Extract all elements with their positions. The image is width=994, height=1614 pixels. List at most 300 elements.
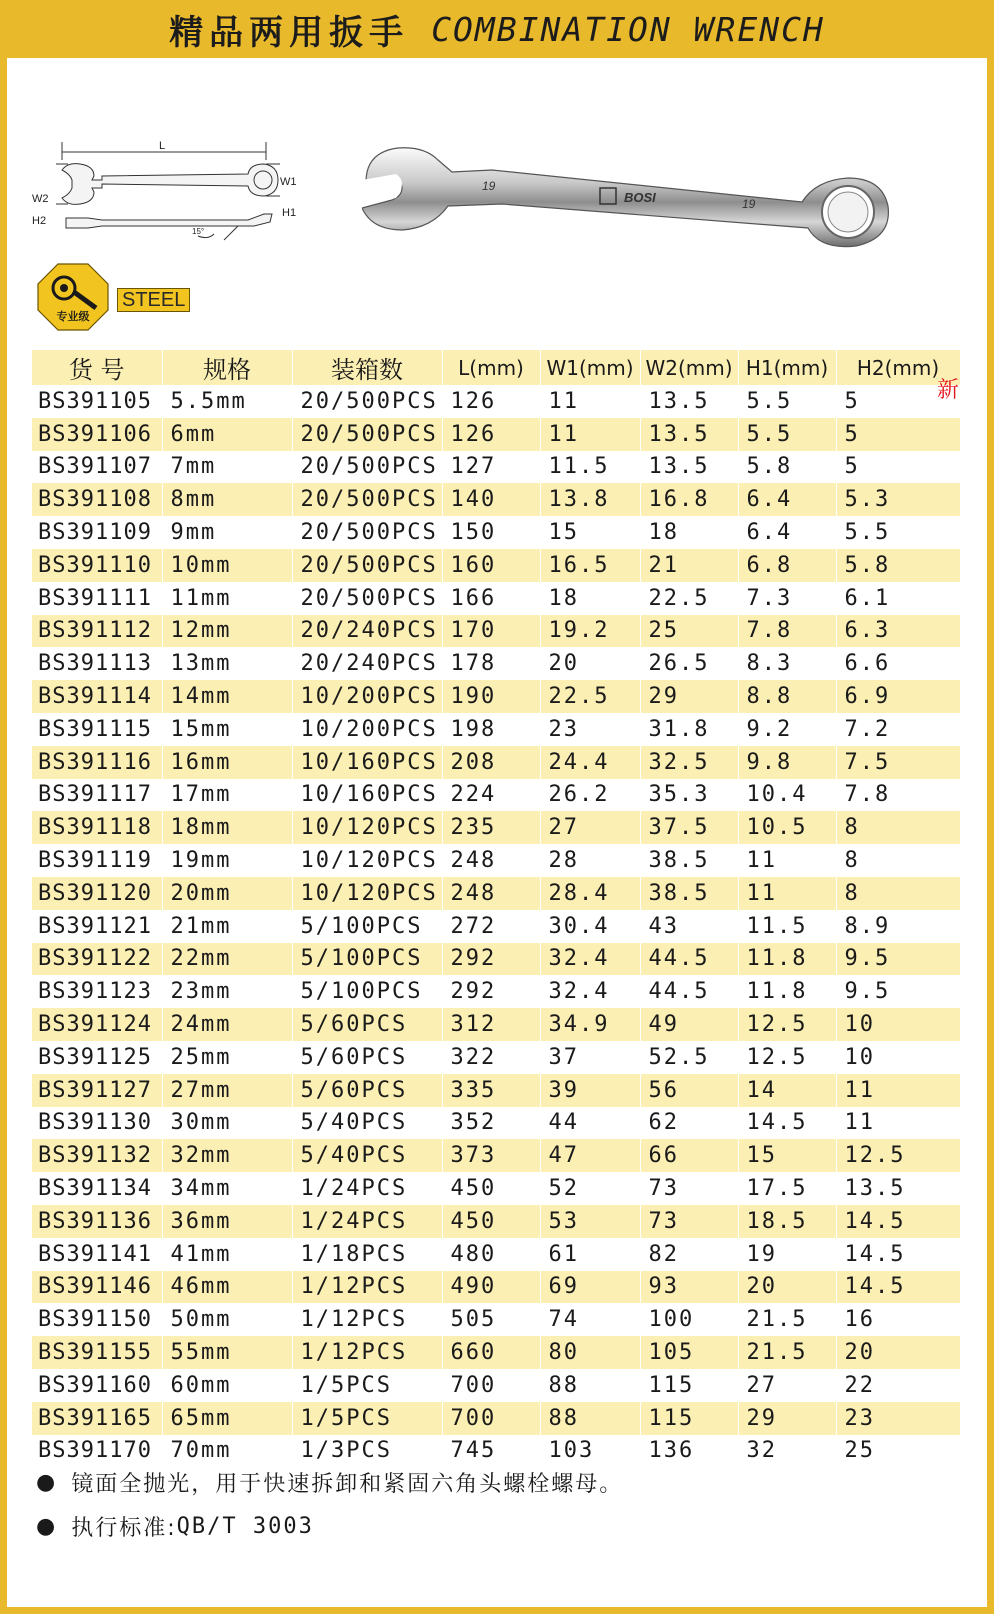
cell-part-no: BS391141 bbox=[32, 1238, 162, 1271]
cell-packing: 20/240PCS bbox=[292, 615, 442, 648]
cell-length: 127 bbox=[442, 451, 540, 484]
table-row bbox=[32, 549, 960, 582]
cell-packing: 20/500PCS bbox=[292, 418, 442, 451]
table-row bbox=[32, 385, 960, 418]
cell-size: 14mm bbox=[162, 680, 292, 713]
table-row bbox=[32, 1139, 960, 1172]
cell-w2: 49 bbox=[640, 1008, 738, 1041]
col-header-size: 规格 bbox=[162, 350, 292, 385]
cell-h1: 7.3 bbox=[738, 582, 836, 615]
bullet-icon: ● bbox=[36, 1469, 58, 1495]
cell-h1: 5.5 bbox=[738, 418, 836, 451]
cell-part-no: BS391155 bbox=[32, 1336, 162, 1369]
cell-length: 166 bbox=[442, 582, 540, 615]
cell-w1: 52 bbox=[540, 1172, 640, 1205]
cell-h1: 17.5 bbox=[738, 1172, 836, 1205]
cell-part-no: BS391170 bbox=[32, 1435, 162, 1468]
cell-h1: 15 bbox=[738, 1139, 836, 1172]
cell-w2: 100 bbox=[640, 1303, 738, 1336]
cell-size: 36mm bbox=[162, 1205, 292, 1238]
cell-h1: 6.4 bbox=[738, 516, 836, 549]
cell-length: 272 bbox=[442, 910, 540, 943]
cell-w1: 22.5 bbox=[540, 680, 640, 713]
cell-size: 17mm bbox=[162, 779, 292, 812]
cell-w1: 53 bbox=[540, 1205, 640, 1238]
cell-h2: 5 bbox=[836, 418, 960, 451]
table-row bbox=[32, 1271, 960, 1304]
cell-packing: 5/40PCS bbox=[292, 1107, 442, 1140]
cell-length: 312 bbox=[442, 1008, 540, 1041]
cell-w1: 103 bbox=[540, 1435, 640, 1468]
cell-w1: 26.2 bbox=[540, 779, 640, 812]
cell-h2: 11 bbox=[836, 1107, 960, 1140]
cell-w2: 115 bbox=[640, 1369, 738, 1402]
cell-w1: 23 bbox=[540, 713, 640, 746]
cell-length: 335 bbox=[442, 1074, 540, 1107]
wrench-image bbox=[362, 142, 922, 254]
table-row bbox=[32, 516, 960, 549]
cell-packing: 10/120PCS bbox=[292, 811, 442, 844]
cell-part-no: BS391134 bbox=[32, 1172, 162, 1205]
cell-h1: 9.2 bbox=[738, 713, 836, 746]
cell-part-no: BS391110 bbox=[32, 549, 162, 582]
table-row bbox=[32, 1074, 960, 1107]
cell-packing: 20/240PCS bbox=[292, 647, 442, 680]
cell-h2: 7.2 bbox=[836, 713, 960, 746]
note-polish bbox=[36, 1460, 623, 1504]
cell-w1: 39 bbox=[540, 1074, 640, 1107]
cell-size: 70mm bbox=[162, 1435, 292, 1468]
cell-h2: 22 bbox=[836, 1369, 960, 1402]
cell-length: 178 bbox=[442, 647, 540, 680]
cell-packing: 10/120PCS bbox=[292, 877, 442, 910]
cell-size: 25mm bbox=[162, 1041, 292, 1074]
cell-w2: 66 bbox=[640, 1139, 738, 1172]
cell-part-no: BS391107 bbox=[32, 451, 162, 484]
cell-size: 9mm bbox=[162, 516, 292, 549]
cell-packing: 20/500PCS bbox=[292, 385, 442, 418]
cell-w2: 52.5 bbox=[640, 1041, 738, 1074]
professional-grade-badge bbox=[36, 262, 110, 332]
table-row bbox=[32, 1369, 960, 1402]
cell-size: 55mm bbox=[162, 1336, 292, 1369]
table-row bbox=[32, 647, 960, 680]
spec-table bbox=[32, 350, 961, 1467]
cell-packing: 5/40PCS bbox=[292, 1139, 442, 1172]
cell-part-no: BS391121 bbox=[32, 910, 162, 943]
cell-w2: 38.5 bbox=[640, 877, 738, 910]
cell-size: 24mm bbox=[162, 1008, 292, 1041]
cell-size: 65mm bbox=[162, 1402, 292, 1435]
cell-part-no: BS391115 bbox=[32, 713, 162, 746]
table-row bbox=[32, 943, 960, 976]
cell-w2: 32.5 bbox=[640, 746, 738, 779]
cell-size: 18mm bbox=[162, 811, 292, 844]
cell-w1: 88 bbox=[540, 1369, 640, 1402]
cell-w2: 44.5 bbox=[640, 943, 738, 976]
cell-part-no: BS391120 bbox=[32, 877, 162, 910]
cell-size: 16mm bbox=[162, 746, 292, 779]
cell-h1: 18.5 bbox=[738, 1205, 836, 1238]
cell-size: 7mm bbox=[162, 451, 292, 484]
cell-packing: 1/24PCS bbox=[292, 1205, 442, 1238]
cell-w2: 73 bbox=[640, 1205, 738, 1238]
table-row bbox=[32, 1008, 960, 1041]
cell-h1: 8.3 bbox=[738, 647, 836, 680]
cell-part-no: BS391123 bbox=[32, 975, 162, 1008]
cell-h1: 12.5 bbox=[738, 1041, 836, 1074]
cell-size: 19mm bbox=[162, 844, 292, 877]
table-row bbox=[32, 910, 960, 943]
table-row bbox=[32, 418, 960, 451]
table-row bbox=[32, 746, 960, 779]
table-row bbox=[32, 1205, 960, 1238]
cell-h1: 20 bbox=[738, 1271, 836, 1304]
cell-h2: 20 bbox=[836, 1336, 960, 1369]
cell-h1: 5.5 bbox=[738, 385, 836, 418]
cell-h1: 11 bbox=[738, 877, 836, 910]
cell-part-no: BS391105 bbox=[32, 385, 162, 418]
table-row bbox=[32, 1172, 960, 1205]
cell-w2: 16.8 bbox=[640, 483, 738, 516]
table-row bbox=[32, 844, 960, 877]
cell-part-no: BS391114 bbox=[32, 680, 162, 713]
cell-size: 10mm bbox=[162, 549, 292, 582]
cell-size: 20mm bbox=[162, 877, 292, 910]
cell-length: 745 bbox=[442, 1435, 540, 1468]
cell-h2: 8 bbox=[836, 877, 960, 910]
cell-packing: 1/12PCS bbox=[292, 1271, 442, 1304]
cell-h2: 9.5 bbox=[836, 975, 960, 1008]
cell-length: 373 bbox=[442, 1139, 540, 1172]
cell-length: 224 bbox=[442, 779, 540, 812]
table-header-row bbox=[32, 350, 960, 385]
cell-w1: 24.4 bbox=[540, 746, 640, 779]
cell-h2: 12.5 bbox=[836, 1139, 960, 1172]
cell-part-no: BS391118 bbox=[32, 811, 162, 844]
cell-w1: 11 bbox=[540, 385, 640, 418]
cell-h2: 10 bbox=[836, 1008, 960, 1041]
cell-h2: 8.9 bbox=[836, 910, 960, 943]
cell-part-no: BS391127 bbox=[32, 1074, 162, 1107]
cell-length: 352 bbox=[442, 1107, 540, 1140]
cell-w1: 69 bbox=[540, 1271, 640, 1304]
col-header-part-no: 货 号 bbox=[32, 350, 162, 385]
cell-w1: 74 bbox=[540, 1303, 640, 1336]
cell-h2: 6.1 bbox=[836, 582, 960, 615]
cell-part-no: BS391132 bbox=[32, 1139, 162, 1172]
cell-h2: 11 bbox=[836, 1074, 960, 1107]
cell-w1: 11 bbox=[540, 418, 640, 451]
table-row bbox=[32, 615, 960, 648]
cell-size: 8mm bbox=[162, 483, 292, 516]
cell-part-no: BS391124 bbox=[32, 1008, 162, 1041]
cell-length: 126 bbox=[442, 385, 540, 418]
cell-w1: 28 bbox=[540, 844, 640, 877]
cell-packing: 10/120PCS bbox=[292, 844, 442, 877]
cell-h1: 32 bbox=[738, 1435, 836, 1468]
cell-part-no: BS391108 bbox=[32, 483, 162, 516]
cell-w2: 37.5 bbox=[640, 811, 738, 844]
cell-w1: 16.5 bbox=[540, 549, 640, 582]
label-h1: H1 bbox=[282, 207, 297, 219]
cell-length: 248 bbox=[442, 877, 540, 910]
notes bbox=[36, 1460, 623, 1548]
cell-packing: 1/12PCS bbox=[292, 1336, 442, 1369]
cell-w1: 11.5 bbox=[540, 451, 640, 484]
cell-h1: 19 bbox=[738, 1238, 836, 1271]
cell-packing: 20/500PCS bbox=[292, 582, 442, 615]
cell-packing: 5/100PCS bbox=[292, 943, 442, 976]
cell-w2: 115 bbox=[640, 1402, 738, 1435]
cell-length: 248 bbox=[442, 844, 540, 877]
cell-w1: 19.2 bbox=[540, 615, 640, 648]
col-header-w2: W2(mm) bbox=[640, 350, 738, 385]
cell-packing: 5/60PCS bbox=[292, 1074, 442, 1107]
cell-packing: 5/100PCS bbox=[292, 975, 442, 1008]
cell-h1: 12.5 bbox=[738, 1008, 836, 1041]
new-product-mark: 新 bbox=[937, 378, 960, 403]
cell-h2: 6.6 bbox=[836, 647, 960, 680]
label-l: L bbox=[158, 140, 166, 152]
cell-h2: 6.3 bbox=[836, 615, 960, 648]
cell-packing: 5/60PCS bbox=[292, 1041, 442, 1074]
material-tag: STEEL bbox=[117, 288, 190, 312]
cell-h1: 5.8 bbox=[738, 451, 836, 484]
cell-size: 11mm bbox=[162, 582, 292, 615]
cell-size: 13mm bbox=[162, 647, 292, 680]
cell-size: 21mm bbox=[162, 910, 292, 943]
cell-size: 60mm bbox=[162, 1369, 292, 1402]
cell-part-no: BS391160 bbox=[32, 1369, 162, 1402]
cell-length: 150 bbox=[442, 516, 540, 549]
cell-part-no: BS391113 bbox=[32, 647, 162, 680]
cell-packing: 10/200PCS bbox=[292, 680, 442, 713]
label-h2: H2 bbox=[32, 215, 47, 227]
cell-packing: 20/500PCS bbox=[292, 483, 442, 516]
cell-packing: 10/160PCS bbox=[292, 779, 442, 812]
cell-h1: 6.8 bbox=[738, 549, 836, 582]
cell-w2: 26.5 bbox=[640, 647, 738, 680]
table-row bbox=[32, 975, 960, 1008]
cell-length: 660 bbox=[442, 1336, 540, 1369]
col-header-h2: H2(mm) bbox=[836, 350, 960, 385]
cell-h2: 13.5 bbox=[836, 1172, 960, 1205]
cell-w1: 20 bbox=[540, 647, 640, 680]
cell-w2: 31.8 bbox=[640, 713, 738, 746]
cell-length: 235 bbox=[442, 811, 540, 844]
cell-h2: 25 bbox=[836, 1435, 960, 1468]
cell-length: 198 bbox=[442, 713, 540, 746]
table-row bbox=[32, 1402, 960, 1435]
col-header-h1: H1(mm) bbox=[738, 350, 836, 385]
cell-packing: 1/3PCS bbox=[292, 1435, 442, 1468]
cell-length: 140 bbox=[442, 483, 540, 516]
cell-size: 6mm bbox=[162, 418, 292, 451]
size-mark-left: 19 bbox=[482, 179, 496, 193]
cell-w2: 56 bbox=[640, 1074, 738, 1107]
cell-h2: 7.8 bbox=[836, 779, 960, 812]
cell-w2: 13.5 bbox=[640, 418, 738, 451]
cell-length: 208 bbox=[442, 746, 540, 779]
cell-h2: 9.5 bbox=[836, 943, 960, 976]
cell-h1: 11.5 bbox=[738, 910, 836, 943]
cell-h1: 8.8 bbox=[738, 680, 836, 713]
cell-size: 5.5mm bbox=[162, 385, 292, 418]
cell-h2: 5.3 bbox=[836, 483, 960, 516]
cell-w1: 80 bbox=[540, 1336, 640, 1369]
cell-h2: 5.5 bbox=[836, 516, 960, 549]
table-row bbox=[32, 877, 960, 910]
cell-h2: 7.5 bbox=[836, 746, 960, 779]
table-row bbox=[32, 451, 960, 484]
cell-h2: 5.8 bbox=[836, 549, 960, 582]
cell-part-no: BS391112 bbox=[32, 615, 162, 648]
cell-w2: 73 bbox=[640, 1172, 738, 1205]
cell-part-no: BS391136 bbox=[32, 1205, 162, 1238]
cell-size: 50mm bbox=[162, 1303, 292, 1336]
table-row bbox=[32, 582, 960, 615]
cell-packing: 20/500PCS bbox=[292, 549, 442, 582]
label-w2: W2 bbox=[32, 193, 49, 205]
cell-length: 490 bbox=[442, 1271, 540, 1304]
note-standard-value: QB/T 3003 bbox=[176, 1513, 314, 1539]
cell-part-no: BS391117 bbox=[32, 779, 162, 812]
label-angle: 15° bbox=[192, 227, 205, 236]
table-row bbox=[32, 1336, 960, 1369]
cell-part-no: BS391119 bbox=[32, 844, 162, 877]
col-header-packing: 装箱数 bbox=[292, 350, 442, 385]
cell-length: 170 bbox=[442, 615, 540, 648]
cell-packing: 1/5PCS bbox=[292, 1369, 442, 1402]
cell-length: 450 bbox=[442, 1205, 540, 1238]
cell-length: 700 bbox=[442, 1369, 540, 1402]
cell-w2: 35.3 bbox=[640, 779, 738, 812]
cell-w1: 47 bbox=[540, 1139, 640, 1172]
cell-part-no: BS391109 bbox=[32, 516, 162, 549]
cell-w2: 136 bbox=[640, 1435, 738, 1468]
cell-h2: 14.5 bbox=[836, 1271, 960, 1304]
cell-part-no: BS391116 bbox=[32, 746, 162, 779]
table-row bbox=[32, 1303, 960, 1336]
cell-h1: 11 bbox=[738, 844, 836, 877]
cell-h1: 11.8 bbox=[738, 975, 836, 1008]
brand-mark: BOSI bbox=[624, 190, 656, 205]
badge-text: 专业级 bbox=[56, 310, 90, 323]
cell-length: 480 bbox=[442, 1238, 540, 1271]
cell-h2: 5 bbox=[836, 385, 960, 418]
cell-packing: 10/200PCS bbox=[292, 713, 442, 746]
cell-length: 505 bbox=[442, 1303, 540, 1336]
cell-h1: 10.5 bbox=[738, 811, 836, 844]
title-cn: 精品两用扳手 bbox=[169, 12, 410, 53]
cell-part-no: BS391111 bbox=[32, 582, 162, 615]
cell-h2: 14.5 bbox=[836, 1205, 960, 1238]
cell-h1: 14 bbox=[738, 1074, 836, 1107]
cell-size: 41mm bbox=[162, 1238, 292, 1271]
note-standard bbox=[36, 1504, 623, 1548]
cell-h1: 14.5 bbox=[738, 1107, 836, 1140]
cell-packing: 20/500PCS bbox=[292, 451, 442, 484]
cell-length: 322 bbox=[442, 1041, 540, 1074]
cell-w1: 28.4 bbox=[540, 877, 640, 910]
cell-h1: 7.8 bbox=[738, 615, 836, 648]
cell-size: 46mm bbox=[162, 1271, 292, 1304]
cell-w1: 88 bbox=[540, 1402, 640, 1435]
cell-w1: 13.8 bbox=[540, 483, 640, 516]
table-row bbox=[32, 811, 960, 844]
cell-w2: 13.5 bbox=[640, 385, 738, 418]
cell-part-no: BS391122 bbox=[32, 943, 162, 976]
cell-size: 30mm bbox=[162, 1107, 292, 1140]
table-row bbox=[32, 1238, 960, 1271]
cell-h1: 10.4 bbox=[738, 779, 836, 812]
cell-h1: 21.5 bbox=[738, 1336, 836, 1369]
table-row bbox=[32, 1041, 960, 1074]
cell-w2: 29 bbox=[640, 680, 738, 713]
cell-part-no: BS391106 bbox=[32, 418, 162, 451]
cell-h2: 23 bbox=[836, 1402, 960, 1435]
cell-w2: 25 bbox=[640, 615, 738, 648]
table-row bbox=[32, 1107, 960, 1140]
cell-size: 27mm bbox=[162, 1074, 292, 1107]
cell-size: 32mm bbox=[162, 1139, 292, 1172]
cell-w1: 30.4 bbox=[540, 910, 640, 943]
cell-packing: 5/60PCS bbox=[292, 1008, 442, 1041]
cell-h1: 6.4 bbox=[738, 483, 836, 516]
cell-w1: 18 bbox=[540, 582, 640, 615]
bullet-icon: ● bbox=[36, 1513, 58, 1539]
cell-w2: 18 bbox=[640, 516, 738, 549]
cell-h2: 10 bbox=[836, 1041, 960, 1074]
cell-size: 15mm bbox=[162, 713, 292, 746]
cell-length: 292 bbox=[442, 943, 540, 976]
cell-part-no: BS391130 bbox=[32, 1107, 162, 1140]
cell-size: 22mm bbox=[162, 943, 292, 976]
cell-w1: 15 bbox=[540, 516, 640, 549]
cell-packing: 10/160PCS bbox=[292, 746, 442, 779]
table-row bbox=[32, 483, 960, 516]
cell-part-no: BS391125 bbox=[32, 1041, 162, 1074]
cell-w2: 43 bbox=[640, 910, 738, 943]
cell-length: 450 bbox=[442, 1172, 540, 1205]
table-row bbox=[32, 680, 960, 713]
cell-h2: 6.9 bbox=[836, 680, 960, 713]
cell-w2: 105 bbox=[640, 1336, 738, 1369]
note-polish-text: 镜面全抛光，用于快速拆卸和紧固六角头螺栓螺母。 bbox=[71, 1471, 624, 1497]
cell-length: 700 bbox=[442, 1402, 540, 1435]
cell-size: 34mm bbox=[162, 1172, 292, 1205]
cell-h2: 8 bbox=[836, 844, 960, 877]
cell-h2: 16 bbox=[836, 1303, 960, 1336]
label-w1: W1 bbox=[280, 176, 297, 188]
cell-w2: 13.5 bbox=[640, 451, 738, 484]
cell-w2: 62 bbox=[640, 1107, 738, 1140]
cell-w2: 38.5 bbox=[640, 844, 738, 877]
cell-h2: 14.5 bbox=[836, 1238, 960, 1271]
cell-w1: 34.9 bbox=[540, 1008, 640, 1041]
cell-h1: 27 bbox=[738, 1369, 836, 1402]
cell-packing: 1/24PCS bbox=[292, 1172, 442, 1205]
cell-size: 23mm bbox=[162, 975, 292, 1008]
cell-packing: 1/5PCS bbox=[292, 1402, 442, 1435]
cell-w2: 44.5 bbox=[640, 975, 738, 1008]
cell-packing: 20/500PCS bbox=[292, 516, 442, 549]
cell-h1: 11.8 bbox=[738, 943, 836, 976]
cell-size: 12mm bbox=[162, 615, 292, 648]
cell-w1: 44 bbox=[540, 1107, 640, 1140]
cell-length: 160 bbox=[442, 549, 540, 582]
